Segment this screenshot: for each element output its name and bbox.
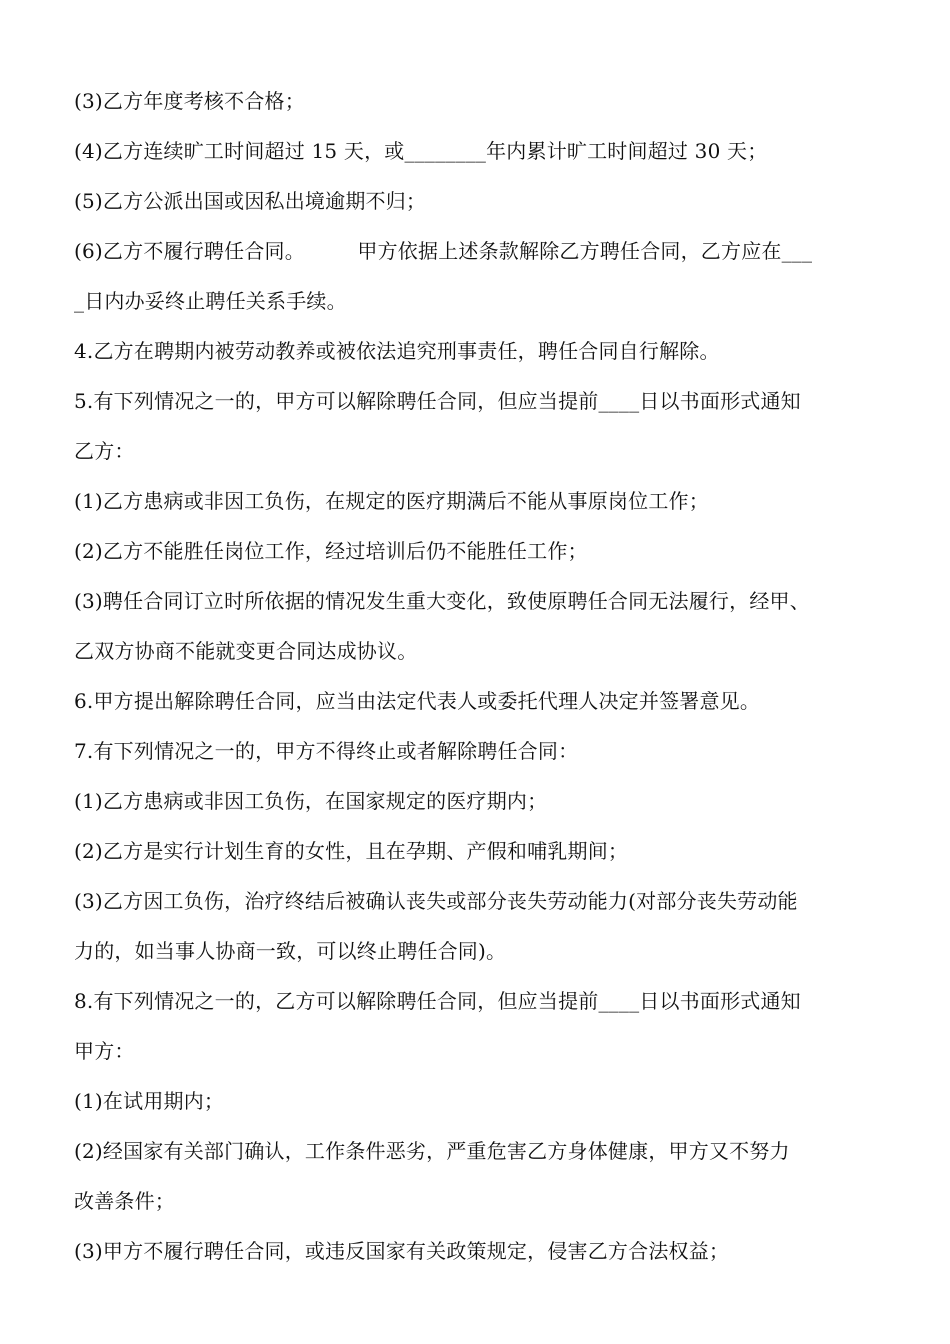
- text-line: (2)乙方不能胜任岗位工作，经过培训后仍不能胜任工作；: [74, 539, 588, 563]
- text-line: (4)乙方连续旷工时间超过 15 天，或________年内累计旷工时间超过 30 天；: [74, 139, 768, 163]
- text-line: (5)乙方公派出国或因私出境逾期不归；: [74, 189, 427, 213]
- text-line: (2)乙方是实行计划生育的女性，且在孕期、产假和哺乳期间；: [74, 839, 629, 863]
- text-line: 4.乙方在聘期内被劳动教养或被依法追究刑事责任，聘任合同自行解除。: [74, 339, 720, 363]
- text-line: 6.甲方提出解除聘任合同，应当由法定代表人或委托代理人决定并签署意见。: [74, 689, 761, 713]
- text-line: 甲方：: [74, 1039, 135, 1063]
- text-line: (6)乙方不履行聘任合同。 甲方依据上述条款解除乙方聘任合同，乙方应在___: [74, 239, 813, 263]
- text-line: (2)经国家有关部门确认，工作条件恶劣，严重危害乙方身体健康，甲方又不努力: [74, 1139, 790, 1163]
- document-page: [74, 76, 880, 1276]
- text-line: 7.有下列情况之一的，甲方不得终止或者解除聘任合同：: [74, 739, 579, 763]
- text-line: (3)聘任合同订立时所依据的情况发生重大变化，致使原聘任合同无法履行，经甲、: [74, 589, 810, 613]
- text-line: 5.有下列情况之一的，甲方可以解除聘任合同，但应当提前____日以书面形式通知: [74, 389, 801, 413]
- text-line: 改善条件；: [74, 1189, 175, 1213]
- text-line: 8.有下列情况之一的，乙方可以解除聘任合同，但应当提前____日以书面形式通知: [74, 989, 801, 1013]
- text-line: (3)甲方不履行聘任合同，或违反国家有关政策规定，侵害乙方合法权益；: [74, 1239, 730, 1263]
- text-line: (3)乙方因工负伤，治疗终结后被确认丧失或部分丧失劳动能力(对部分丧失劳动能: [74, 889, 798, 913]
- text-line: 力的，如当事人协商一致，可以终止聘任合同)。: [74, 939, 507, 963]
- text-line: 乙方：: [74, 439, 135, 463]
- text-line: 乙双方协商不能就变更合同达成协议。: [74, 639, 418, 663]
- text-line: _日内办妥终止聘任关系手续。: [74, 289, 347, 313]
- text-line: (1)乙方患病或非因工负伤，在国家规定的医疗期内；: [74, 789, 548, 813]
- text-line: (1)在试用期内；: [74, 1089, 225, 1113]
- text-line: (1)乙方患病或非因工负伤，在规定的医疗期满后不能从事原岗位工作；: [74, 489, 709, 513]
- text-line: (3)乙方年度考核不合格；: [74, 89, 305, 113]
